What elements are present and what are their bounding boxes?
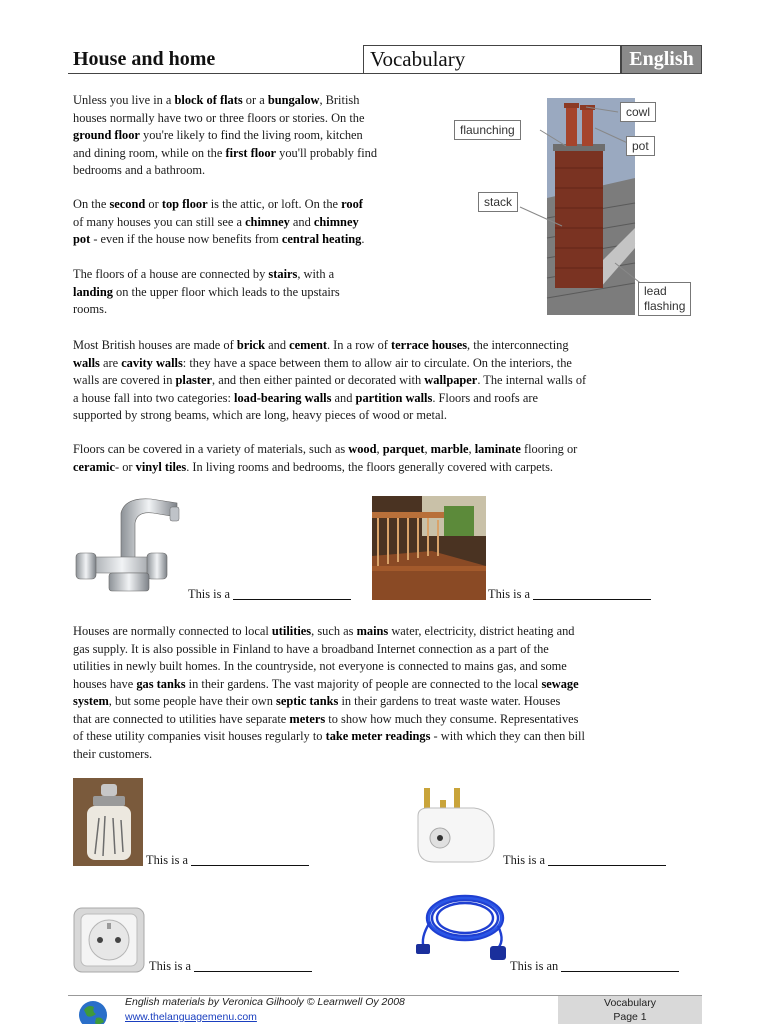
cable-caption: This is an <box>510 959 679 974</box>
socket-caption: This is a <box>149 959 312 974</box>
plug-image <box>414 786 498 866</box>
answer-blank[interactable] <box>233 587 351 600</box>
answer-blank[interactable] <box>533 587 651 600</box>
paragraph-6: Houses are normally connected to local utilities, such as mains water, electricity, district heating and gas supply. It is also possible in Finland to have a broadband Internet connection as a part of the utilities in newly built homes. In the countryside, not everyone is connected to mains gas, and some houses have gas tanks in their gardens. The vast majority of people are connected to the local sewage system, but some people have their own septic tanks in their gardens to treat waste water. Houses that are connected to utilities have separate meters to show how much they consume. Representatives of these utility companies visit houses regularly to take meter readings - with which they can then bill their customers. <box>73 624 585 761</box>
paragraph-1: Unless you live in a block of flats or a bungalow, British houses normally have two or three floors or stories. On the ground floor you're likely to find the living room, kitchen and dining room, while on the first floor you'll probably find bedrooms and a bathroom. <box>73 93 378 177</box>
section-title: Vocabulary <box>363 45 621 73</box>
answer-blank[interactable] <box>191 853 309 866</box>
paragraph-5: Floors can be covered in a variety of materials, such as wood, parquet, marble, laminate flooring or ceramic- or vinyl tiles. In living rooms and bedrooms, the floors generally covered with carpets. <box>73 442 578 474</box>
answer-blank[interactable] <box>194 959 312 972</box>
page-header <box>68 45 702 74</box>
footer-link[interactable]: www.thelanguagemenu.com <box>125 1011 257 1023</box>
answer-blank[interactable] <box>548 853 666 866</box>
cowl-label: cowl <box>620 102 656 122</box>
socket-image <box>73 907 145 973</box>
paragraph-2: On the second or top floor is the attic, or loft. On the roof of many houses you can still see a chimney and chimney pot - even if the house now benefits from central heating. <box>73 197 365 246</box>
paragraph-3: The floors of a house are connected by stairs, with a landing on the upper floor which leads to the upstairs rooms. <box>73 267 340 316</box>
tap-caption: This is a <box>188 587 351 602</box>
cable-image <box>410 888 510 966</box>
tap-image <box>73 495 185 595</box>
footer-page-box <box>558 996 702 1024</box>
footer-section: Vocabulary <box>604 997 656 1009</box>
fuse-image <box>73 778 143 866</box>
footer-page-number: Page 1 <box>613 1011 647 1023</box>
stack-label: stack <box>478 192 518 212</box>
lead-flashing-label: lead flashing <box>638 282 691 316</box>
fuse-caption: This is a <box>146 853 309 868</box>
paragraph-4: Most British houses are made of brick and cement. In a row of terrace houses, the interconnecting walls are cavity walls: they have a space between them to allow air to circulate. On the interiors, the walls are covered in plaster, and then either painted or decorated with wallpaper. The internal walls of a house fall into two categories: load-bearing walls and partition walls. Floors and roofs are supported by strong beams, which are long, heavy pieces of wood or metal. <box>73 338 587 422</box>
stairs-image <box>372 496 486 600</box>
page-title: House and home <box>73 48 216 70</box>
footer-credit: English materials by Veronica Gilhooly © Learnwell Oy 2008 <box>125 996 405 1008</box>
stairs-caption: This is a <box>488 587 651 602</box>
globe-icon <box>78 1000 108 1024</box>
pot-label: pot <box>626 136 655 156</box>
plug-caption: This is a <box>503 853 666 868</box>
chimney-diagram <box>450 98 700 323</box>
flaunching-label: flaunching <box>454 120 521 140</box>
answer-blank[interactable] <box>561 959 679 972</box>
language-badge: English <box>621 45 702 73</box>
